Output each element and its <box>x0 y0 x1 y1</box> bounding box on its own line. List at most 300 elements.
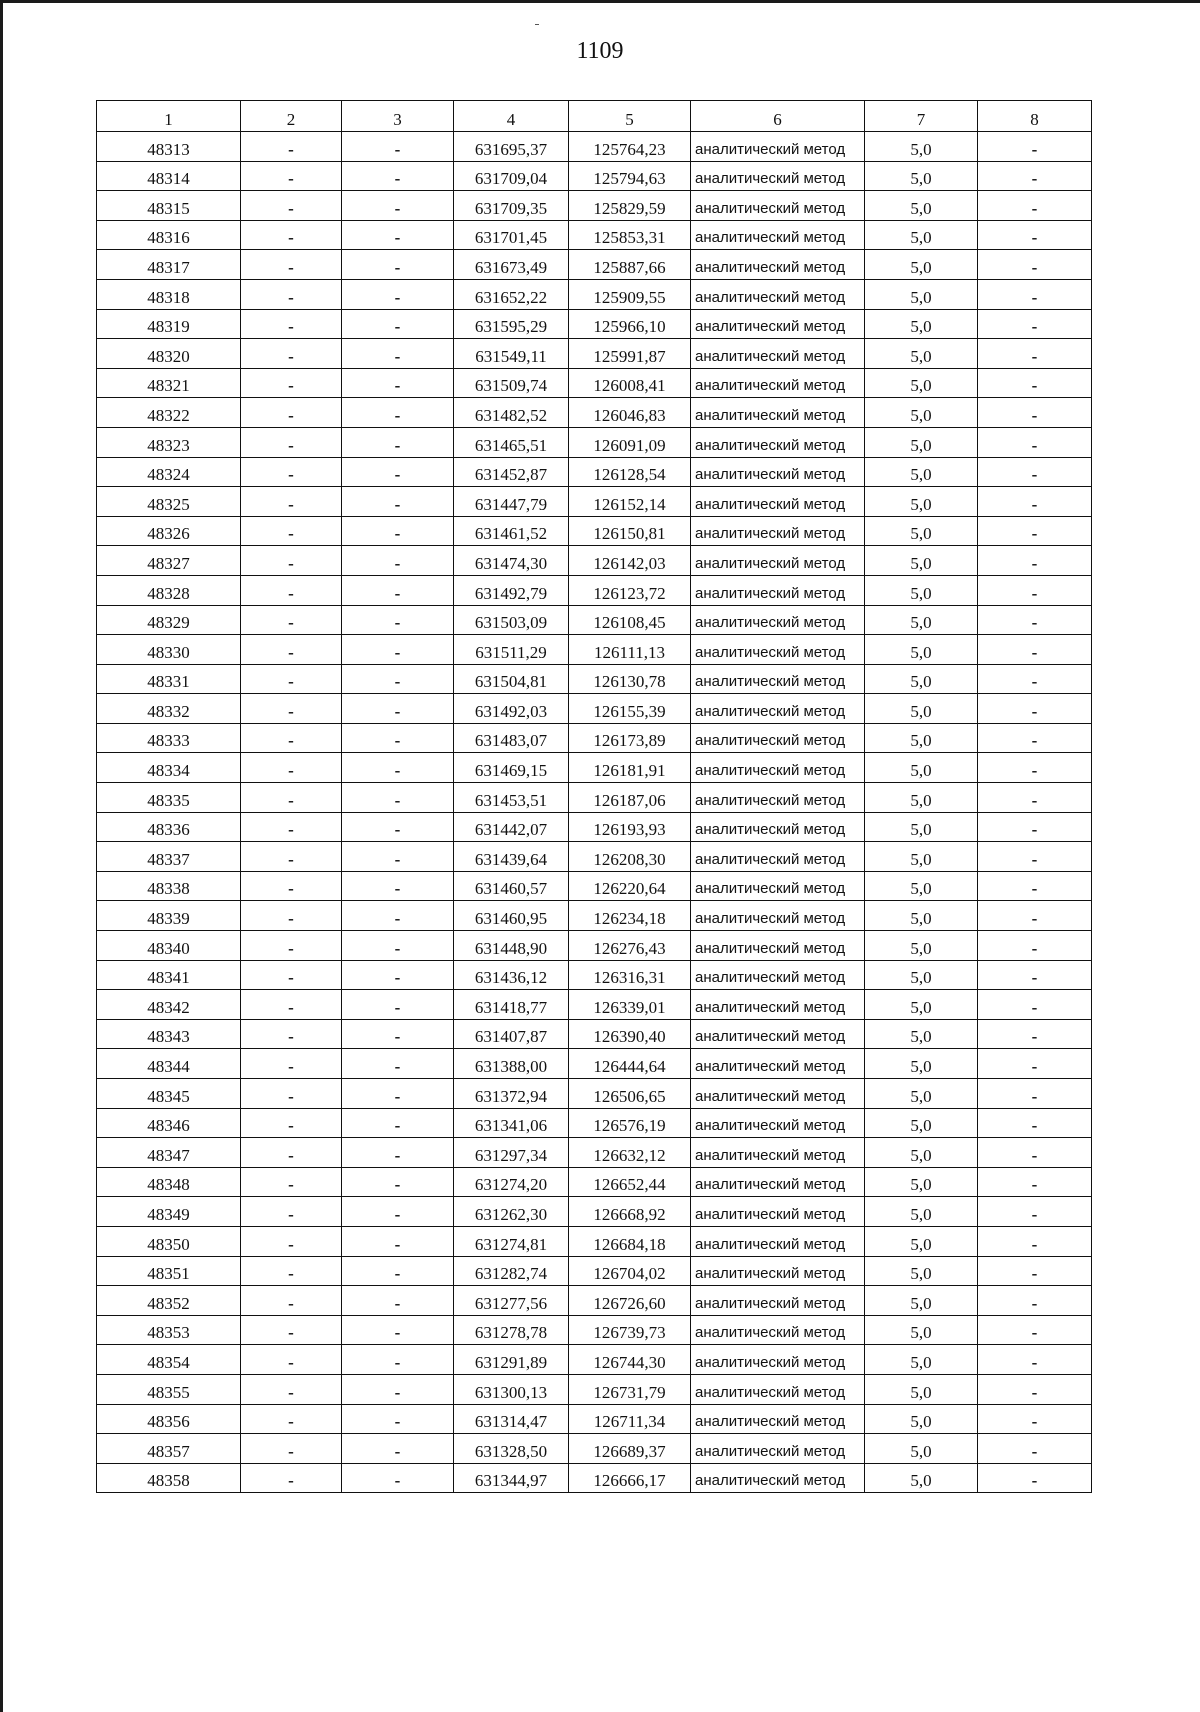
column-8-cell: - <box>978 1256 1092 1286</box>
accuracy-cell: 5,0 <box>865 220 978 250</box>
column-8-cell: - <box>978 723 1092 753</box>
accuracy-cell: 5,0 <box>865 1049 978 1079</box>
method-cell: аналитический метод <box>691 1049 865 1079</box>
coordinate-y-cell: 126689,37 <box>569 1434 691 1464</box>
point-number-cell: 48356 <box>97 1404 241 1434</box>
method-cell: аналитический метод <box>691 1404 865 1434</box>
point-number-cell: 48353 <box>97 1315 241 1345</box>
coordinate-y-cell: 126046,83 <box>569 398 691 428</box>
column-2-cell: - <box>241 1226 342 1256</box>
method-cell: аналитический метод <box>691 279 865 309</box>
accuracy-cell: 5,0 <box>865 871 978 901</box>
column-8-cell: - <box>978 783 1092 813</box>
table-row <box>97 871 1092 901</box>
coordinate-x-cell: 631482,52 <box>454 398 569 428</box>
column-8-cell: - <box>978 1079 1092 1109</box>
method-cell: аналитический метод <box>691 931 865 961</box>
coordinate-y-cell: 126666,17 <box>569 1463 691 1493</box>
coordinate-x-cell: 631447,79 <box>454 487 569 517</box>
column-2-cell: - <box>241 309 342 339</box>
column-2-cell: - <box>241 931 342 961</box>
column-3-cell: - <box>342 812 454 842</box>
point-number-cell: 48326 <box>97 516 241 546</box>
column-3-cell: - <box>342 1079 454 1109</box>
coordinate-x-cell: 631492,03 <box>454 694 569 724</box>
column-8-cell: - <box>978 279 1092 309</box>
method-cell: аналитический метод <box>691 457 865 487</box>
column-3-cell: - <box>342 1167 454 1197</box>
accuracy-cell: 5,0 <box>865 1256 978 1286</box>
column-8-cell: - <box>978 250 1092 280</box>
point-number-cell: 48347 <box>97 1138 241 1168</box>
accuracy-cell: 5,0 <box>865 427 978 457</box>
coordinate-x-cell: 631314,47 <box>454 1404 569 1434</box>
method-cell: аналитический метод <box>691 1463 865 1493</box>
column-8-cell: - <box>978 339 1092 369</box>
coordinate-x-cell: 631418,77 <box>454 990 569 1020</box>
column-8-cell: - <box>978 605 1092 635</box>
coordinate-y-cell: 125909,55 <box>569 279 691 309</box>
column-2-cell: - <box>241 723 342 753</box>
method-cell: аналитический метод <box>691 250 865 280</box>
accuracy-cell: 5,0 <box>865 1226 978 1256</box>
point-number-cell: 48319 <box>97 309 241 339</box>
column-8-cell: - <box>978 1463 1092 1493</box>
point-number-cell: 48314 <box>97 161 241 191</box>
column-3-cell: - <box>342 1315 454 1345</box>
table-row <box>97 220 1092 250</box>
column-3-cell: - <box>342 664 454 694</box>
accuracy-cell: 5,0 <box>865 1197 978 1227</box>
coordinate-x-cell: 631701,45 <box>454 220 569 250</box>
coordinate-y-cell: 126155,39 <box>569 694 691 724</box>
table-body <box>97 132 1092 1493</box>
column-8-cell: - <box>978 132 1092 162</box>
coordinate-x-cell: 631297,34 <box>454 1138 569 1168</box>
method-cell: аналитический метод <box>691 516 865 546</box>
coordinate-x-cell: 631291,89 <box>454 1345 569 1375</box>
coordinate-x-cell: 631469,15 <box>454 753 569 783</box>
column-2-cell: - <box>241 546 342 576</box>
table-row <box>97 931 1092 961</box>
column-3-cell: - <box>342 132 454 162</box>
column-2-cell: - <box>241 1434 342 1464</box>
column-header: 1 <box>97 101 241 132</box>
table-row <box>97 339 1092 369</box>
table-row <box>97 635 1092 665</box>
column-8-cell: - <box>978 516 1092 546</box>
coordinate-y-cell: 126444,64 <box>569 1049 691 1079</box>
accuracy-cell: 5,0 <box>865 279 978 309</box>
table-row <box>97 1434 1092 1464</box>
point-number-cell: 48315 <box>97 191 241 221</box>
method-cell: аналитический метод <box>691 1434 865 1464</box>
column-3-cell: - <box>342 1404 454 1434</box>
column-2-cell: - <box>241 605 342 635</box>
point-number-cell: 48321 <box>97 368 241 398</box>
column-header: 5 <box>569 101 691 132</box>
accuracy-cell: 5,0 <box>865 368 978 398</box>
coordinate-x-cell: 631274,20 <box>454 1167 569 1197</box>
column-3-cell: - <box>342 960 454 990</box>
point-number-cell: 48349 <box>97 1197 241 1227</box>
coordinate-y-cell: 126739,73 <box>569 1315 691 1345</box>
coordinate-y-cell: 126173,89 <box>569 723 691 753</box>
point-number-cell: 48332 <box>97 694 241 724</box>
table-row <box>97 309 1092 339</box>
column-8-cell: - <box>978 1345 1092 1375</box>
method-cell: аналитический метод <box>691 694 865 724</box>
column-8-cell: - <box>978 694 1092 724</box>
accuracy-cell: 5,0 <box>865 1463 978 1493</box>
column-3-cell: - <box>342 575 454 605</box>
coordinates-table <box>96 100 1092 1493</box>
coordinate-y-cell: 126339,01 <box>569 990 691 1020</box>
column-8-cell: - <box>978 309 1092 339</box>
coordinate-y-cell: 126684,18 <box>569 1226 691 1256</box>
table-row <box>97 1404 1092 1434</box>
table-row <box>97 783 1092 813</box>
coordinate-y-cell: 126652,44 <box>569 1167 691 1197</box>
column-3-cell: - <box>342 1345 454 1375</box>
column-2-cell: - <box>241 694 342 724</box>
coordinate-x-cell: 631282,74 <box>454 1256 569 1286</box>
point-number-cell: 48324 <box>97 457 241 487</box>
table-row <box>97 723 1092 753</box>
accuracy-cell: 5,0 <box>865 339 978 369</box>
column-8-cell: - <box>978 487 1092 517</box>
column-8-cell: - <box>978 635 1092 665</box>
coordinate-x-cell: 631461,52 <box>454 516 569 546</box>
table-row <box>97 1049 1092 1079</box>
accuracy-cell: 5,0 <box>865 546 978 576</box>
point-number-cell: 48358 <box>97 1463 241 1493</box>
column-2-cell: - <box>241 457 342 487</box>
column-8-cell: - <box>978 1286 1092 1316</box>
coordinate-y-cell: 126193,93 <box>569 812 691 842</box>
column-8-cell: - <box>978 842 1092 872</box>
point-number-cell: 48335 <box>97 783 241 813</box>
column-8-cell: - <box>978 1108 1092 1138</box>
coordinate-x-cell: 631262,30 <box>454 1197 569 1227</box>
coordinate-y-cell: 126208,30 <box>569 842 691 872</box>
column-3-cell: - <box>342 694 454 724</box>
point-number-cell: 48357 <box>97 1434 241 1464</box>
column-8-cell: - <box>978 753 1092 783</box>
coordinate-x-cell: 631300,13 <box>454 1374 569 1404</box>
column-2-cell: - <box>241 753 342 783</box>
coordinates-table-container <box>96 100 1091 1493</box>
coordinate-y-cell: 126008,41 <box>569 368 691 398</box>
coordinate-y-cell: 126187,06 <box>569 783 691 813</box>
point-number-cell: 48322 <box>97 398 241 428</box>
method-cell: аналитический метод <box>691 1138 865 1168</box>
point-number-cell: 48346 <box>97 1108 241 1138</box>
accuracy-cell: 5,0 <box>865 191 978 221</box>
column-2-cell: - <box>241 783 342 813</box>
point-number-cell: 48316 <box>97 220 241 250</box>
table-row <box>97 1226 1092 1256</box>
accuracy-cell: 5,0 <box>865 516 978 546</box>
coordinate-x-cell: 631595,29 <box>454 309 569 339</box>
column-3-cell: - <box>342 1019 454 1049</box>
method-cell: аналитический метод <box>691 842 865 872</box>
column-3-cell: - <box>342 990 454 1020</box>
accuracy-cell: 5,0 <box>865 901 978 931</box>
coordinate-y-cell: 126576,19 <box>569 1108 691 1138</box>
method-cell: аналитический метод <box>691 398 865 428</box>
coordinate-x-cell: 631328,50 <box>454 1434 569 1464</box>
coordinate-y-cell: 126390,40 <box>569 1019 691 1049</box>
point-number-cell: 48345 <box>97 1079 241 1109</box>
table-row <box>97 664 1092 694</box>
coordinate-x-cell: 631511,29 <box>454 635 569 665</box>
accuracy-cell: 5,0 <box>865 161 978 191</box>
scan-border-top <box>0 0 1200 3</box>
coordinate-x-cell: 631695,37 <box>454 132 569 162</box>
column-2-cell: - <box>241 842 342 872</box>
point-number-cell: 48342 <box>97 990 241 1020</box>
coordinate-y-cell: 126726,60 <box>569 1286 691 1316</box>
coordinate-y-cell: 126111,13 <box>569 635 691 665</box>
coordinate-y-cell: 126731,79 <box>569 1374 691 1404</box>
column-3-cell: - <box>342 635 454 665</box>
column-3-cell: - <box>342 279 454 309</box>
coordinate-y-cell: 125829,59 <box>569 191 691 221</box>
coordinate-x-cell: 631274,81 <box>454 1226 569 1256</box>
accuracy-cell: 5,0 <box>865 694 978 724</box>
coordinate-y-cell: 125764,23 <box>569 132 691 162</box>
coordinate-y-cell: 126220,64 <box>569 871 691 901</box>
method-cell: аналитический метод <box>691 753 865 783</box>
accuracy-cell: 5,0 <box>865 842 978 872</box>
coordinate-x-cell: 631453,51 <box>454 783 569 813</box>
column-2-cell: - <box>241 1167 342 1197</box>
point-number-cell: 48339 <box>97 901 241 931</box>
column-8-cell: - <box>978 220 1092 250</box>
coordinate-x-cell: 631452,87 <box>454 457 569 487</box>
coordinate-x-cell: 631509,74 <box>454 368 569 398</box>
column-3-cell: - <box>342 783 454 813</box>
column-2-cell: - <box>241 635 342 665</box>
column-3-cell: - <box>342 161 454 191</box>
coordinate-x-cell: 631504,81 <box>454 664 569 694</box>
coordinate-x-cell: 631439,64 <box>454 842 569 872</box>
column-3-cell: - <box>342 191 454 221</box>
accuracy-cell: 5,0 <box>865 575 978 605</box>
accuracy-cell: 5,0 <box>865 635 978 665</box>
table-row <box>97 1167 1092 1197</box>
table-row <box>97 1108 1092 1138</box>
coordinate-y-cell: 125991,87 <box>569 339 691 369</box>
column-2-cell: - <box>241 487 342 517</box>
method-cell: аналитический метод <box>691 1197 865 1227</box>
column-8-cell: - <box>978 1019 1092 1049</box>
coordinate-y-cell: 126632,12 <box>569 1138 691 1168</box>
table-row <box>97 1019 1092 1049</box>
point-number-cell: 48337 <box>97 842 241 872</box>
method-cell: аналитический метод <box>691 1019 865 1049</box>
column-3-cell: - <box>342 1286 454 1316</box>
column-3-cell: - <box>342 1434 454 1464</box>
column-8-cell: - <box>978 457 1092 487</box>
column-3-cell: - <box>342 842 454 872</box>
method-cell: аналитический метод <box>691 220 865 250</box>
coordinate-y-cell: 126152,14 <box>569 487 691 517</box>
table-row <box>97 516 1092 546</box>
method-cell: аналитический метод <box>691 1286 865 1316</box>
column-8-cell: - <box>978 398 1092 428</box>
method-cell: аналитический метод <box>691 812 865 842</box>
column-2-cell: - <box>241 427 342 457</box>
coordinate-y-cell: 126181,91 <box>569 753 691 783</box>
column-header: 7 <box>865 101 978 132</box>
accuracy-cell: 5,0 <box>865 753 978 783</box>
method-cell: аналитический метод <box>691 635 865 665</box>
column-8-cell: - <box>978 368 1092 398</box>
column-2-cell: - <box>241 516 342 546</box>
column-2-cell: - <box>241 1049 342 1079</box>
point-number-cell: 48325 <box>97 487 241 517</box>
column-2-cell: - <box>241 1374 342 1404</box>
accuracy-cell: 5,0 <box>865 487 978 517</box>
column-2-cell: - <box>241 220 342 250</box>
accuracy-cell: 5,0 <box>865 1108 978 1138</box>
column-8-cell: - <box>978 191 1092 221</box>
column-3-cell: - <box>342 427 454 457</box>
column-2-cell: - <box>241 901 342 931</box>
point-number-cell: 48355 <box>97 1374 241 1404</box>
point-number-cell: 48313 <box>97 132 241 162</box>
column-3-cell: - <box>342 753 454 783</box>
column-8-cell: - <box>978 546 1092 576</box>
coordinate-x-cell: 631549,11 <box>454 339 569 369</box>
column-3-cell: - <box>342 398 454 428</box>
column-2-cell: - <box>241 1404 342 1434</box>
column-2-cell: - <box>241 1138 342 1168</box>
table-row <box>97 960 1092 990</box>
coordinate-x-cell: 631709,04 <box>454 161 569 191</box>
coordinate-x-cell: 631278,78 <box>454 1315 569 1345</box>
method-cell: аналитический метод <box>691 960 865 990</box>
column-3-cell: - <box>342 516 454 546</box>
method-cell: аналитический метод <box>691 1108 865 1138</box>
coordinate-x-cell: 631277,56 <box>454 1286 569 1316</box>
coordinate-x-cell: 631465,51 <box>454 427 569 457</box>
point-number-cell: 48350 <box>97 1226 241 1256</box>
table-row <box>97 132 1092 162</box>
table-header-row <box>97 101 1092 132</box>
point-number-cell: 48338 <box>97 871 241 901</box>
table-row <box>97 250 1092 280</box>
table-row <box>97 1256 1092 1286</box>
coordinate-y-cell: 126704,02 <box>569 1256 691 1286</box>
coordinate-y-cell: 126130,78 <box>569 664 691 694</box>
point-number-cell: 48348 <box>97 1167 241 1197</box>
table-row <box>97 1345 1092 1375</box>
column-8-cell: - <box>978 575 1092 605</box>
coordinate-y-cell: 125887,66 <box>569 250 691 280</box>
accuracy-cell: 5,0 <box>865 1019 978 1049</box>
table-row <box>97 990 1092 1020</box>
coordinate-y-cell: 126668,92 <box>569 1197 691 1227</box>
accuracy-cell: 5,0 <box>865 309 978 339</box>
point-number-cell: 48328 <box>97 575 241 605</box>
table-row <box>97 842 1092 872</box>
column-2-cell: - <box>241 132 342 162</box>
accuracy-cell: 5,0 <box>865 783 978 813</box>
column-header: 2 <box>241 101 342 132</box>
point-number-cell: 48317 <box>97 250 241 280</box>
method-cell: аналитический метод <box>691 1167 865 1197</box>
method-cell: аналитический метод <box>691 871 865 901</box>
coordinate-x-cell: 631460,57 <box>454 871 569 901</box>
table-row <box>97 279 1092 309</box>
table-row <box>97 605 1092 635</box>
method-cell: аналитический метод <box>691 1226 865 1256</box>
accuracy-cell: 5,0 <box>865 1374 978 1404</box>
column-8-cell: - <box>978 1167 1092 1197</box>
table-row <box>97 487 1092 517</box>
column-2-cell: - <box>241 960 342 990</box>
column-3-cell: - <box>342 546 454 576</box>
coordinate-x-cell: 631474,30 <box>454 546 569 576</box>
table-row <box>97 812 1092 842</box>
column-2-cell: - <box>241 1463 342 1493</box>
column-2-cell: - <box>241 1315 342 1345</box>
accuracy-cell: 5,0 <box>865 457 978 487</box>
accuracy-cell: 5,0 <box>865 723 978 753</box>
accuracy-cell: 5,0 <box>865 132 978 162</box>
method-cell: аналитический метод <box>691 1256 865 1286</box>
accuracy-cell: 5,0 <box>865 398 978 428</box>
column-3-cell: - <box>342 723 454 753</box>
column-2-cell: - <box>241 250 342 280</box>
column-2-cell: - <box>241 990 342 1020</box>
table-row <box>97 368 1092 398</box>
method-cell: аналитический метод <box>691 783 865 813</box>
point-number-cell: 48331 <box>97 664 241 694</box>
coordinate-y-cell: 125966,10 <box>569 309 691 339</box>
column-2-cell: - <box>241 664 342 694</box>
column-8-cell: - <box>978 1374 1092 1404</box>
accuracy-cell: 5,0 <box>865 1404 978 1434</box>
column-3-cell: - <box>342 1256 454 1286</box>
table-row <box>97 1286 1092 1316</box>
column-2-cell: - <box>241 812 342 842</box>
method-cell: аналитический метод <box>691 427 865 457</box>
column-3-cell: - <box>342 487 454 517</box>
column-8-cell: - <box>978 1138 1092 1168</box>
column-2-cell: - <box>241 1286 342 1316</box>
accuracy-cell: 5,0 <box>865 664 978 694</box>
table-row <box>97 161 1092 191</box>
coordinate-x-cell: 631372,94 <box>454 1079 569 1109</box>
column-3-cell: - <box>342 871 454 901</box>
column-2-cell: - <box>241 1256 342 1286</box>
column-2-cell: - <box>241 191 342 221</box>
coordinate-y-cell: 126744,30 <box>569 1345 691 1375</box>
accuracy-cell: 5,0 <box>865 931 978 961</box>
coordinate-x-cell: 631709,35 <box>454 191 569 221</box>
column-3-cell: - <box>342 1226 454 1256</box>
accuracy-cell: 5,0 <box>865 1434 978 1464</box>
column-3-cell: - <box>342 605 454 635</box>
column-2-cell: - <box>241 161 342 191</box>
column-8-cell: - <box>978 960 1092 990</box>
column-8-cell: - <box>978 871 1092 901</box>
column-header: 6 <box>691 101 865 132</box>
